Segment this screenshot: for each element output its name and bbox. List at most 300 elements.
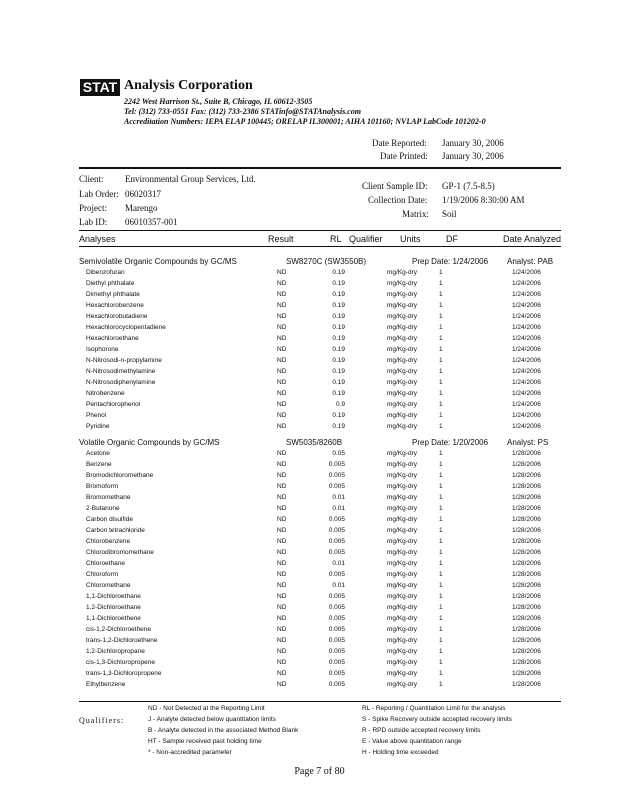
table-row xyxy=(79,460,561,471)
qualifier-definition: E - Value above quantitation range xyxy=(362,738,462,745)
table-row xyxy=(79,356,561,367)
result-value: ND xyxy=(277,450,287,457)
qualifier-definition: RL - Reporting / Quantitation Limit for the analysis xyxy=(362,705,506,712)
table-row xyxy=(79,345,561,356)
date-analyzed-value: 1/24/2006 xyxy=(512,412,541,419)
date-analyzed-value: 1/28/2006 xyxy=(512,604,541,611)
date-analyzed-value: 1/28/2006 xyxy=(512,681,541,688)
analyte-name: 1,1-Dichloroethane xyxy=(86,593,141,600)
df-value: 1 xyxy=(439,483,443,490)
df-value: 1 xyxy=(439,302,443,309)
col-result: Result xyxy=(268,234,294,244)
df-value: 1 xyxy=(439,626,443,633)
matrix-value: Soil xyxy=(442,209,457,219)
table-row xyxy=(79,625,561,636)
result-value: ND xyxy=(277,516,287,523)
result-value: ND xyxy=(277,604,287,611)
rl-value: 0.005 xyxy=(328,593,345,600)
table-row xyxy=(79,669,561,680)
result-value: ND xyxy=(277,615,287,622)
rl-value: 0.19 xyxy=(332,412,345,419)
col-date-analyzed: Date Analyzed xyxy=(503,234,562,244)
table-row xyxy=(79,581,561,592)
table-row xyxy=(79,658,561,669)
df-value: 1 xyxy=(439,472,443,479)
client-value: Environmental Group Services, Ltd. xyxy=(125,174,256,184)
table-row xyxy=(79,493,561,504)
units-value: mg/Kg-dry xyxy=(387,390,417,397)
matrix-label: Matrix: xyxy=(402,209,429,219)
df-value: 1 xyxy=(439,637,443,644)
rl-value: 0.005 xyxy=(328,648,345,655)
section-title: Volatile Organic Compounds by GC/MS xyxy=(79,438,220,447)
table-row xyxy=(79,389,561,400)
table-row xyxy=(79,422,561,433)
table-row xyxy=(79,482,561,493)
client-sample-id-label: Client Sample ID: xyxy=(362,181,428,191)
col-analyses: Analyses xyxy=(79,234,116,244)
rl-value: 0.19 xyxy=(332,269,345,276)
qualifiers-label: Qualifiers: xyxy=(79,716,125,725)
result-value: ND xyxy=(277,626,287,633)
analyte-name: Diethyl phthalate xyxy=(86,280,135,287)
analyte-name: Hexachloroethane xyxy=(86,335,139,342)
date-printed-label: Date Printed: xyxy=(380,151,428,161)
units-value: mg/Kg-dry xyxy=(387,357,417,364)
df-value: 1 xyxy=(439,269,443,276)
analyte-name: Bromomethane xyxy=(86,494,131,501)
df-value: 1 xyxy=(439,604,443,611)
rl-value: 0.005 xyxy=(328,604,345,611)
date-analyzed-value: 1/24/2006 xyxy=(512,324,541,331)
qualifier-definition: R - RPD outside accepted recovery limits xyxy=(362,727,481,734)
section-header xyxy=(79,438,561,449)
rl-value: 0.005 xyxy=(328,472,345,479)
rl-value: 0.005 xyxy=(328,483,345,490)
table-row xyxy=(79,647,561,658)
project-label: Project: xyxy=(79,203,107,213)
date-analyzed-value: 1/28/2006 xyxy=(512,593,541,600)
date-analyzed-value: 1/28/2006 xyxy=(512,472,541,479)
rl-value: 0.19 xyxy=(332,423,345,430)
lab-order-label: Lab Order: xyxy=(79,189,119,199)
df-value: 1 xyxy=(439,368,443,375)
df-value: 1 xyxy=(439,505,443,512)
units-value: mg/Kg-dry xyxy=(387,461,417,468)
df-value: 1 xyxy=(439,291,443,298)
date-analyzed-value: 1/24/2006 xyxy=(512,390,541,397)
df-value: 1 xyxy=(439,582,443,589)
analyte-name: Acetone xyxy=(86,450,110,457)
lab-order-value: 06020317 xyxy=(125,189,161,199)
rl-value: 0.005 xyxy=(328,571,345,578)
date-analyzed-value: 1/24/2006 xyxy=(512,368,541,375)
analyte-name: 2-Butanone xyxy=(86,505,120,512)
date-reported-value: January 30, 2006 xyxy=(442,138,504,148)
date-analyzed-value: 1/24/2006 xyxy=(512,423,541,430)
result-value: ND xyxy=(277,637,287,644)
table-header-bottom-rule xyxy=(79,246,561,247)
qualifier-definition: HT - Sample received past holding time xyxy=(148,738,262,745)
df-value: 1 xyxy=(439,357,443,364)
table-row xyxy=(79,526,561,537)
df-value: 1 xyxy=(439,494,443,501)
analyte-name: Pyridine xyxy=(86,423,110,430)
qualifier-definition: H - Holding time exceeded xyxy=(362,749,439,756)
rl-value: 0.005 xyxy=(328,681,345,688)
units-value: mg/Kg-dry xyxy=(387,291,417,298)
df-value: 1 xyxy=(439,648,443,655)
analyte-name: Chloromethane xyxy=(86,582,131,589)
result-value: ND xyxy=(277,335,287,342)
date-printed-value: January 30, 2006 xyxy=(442,151,504,161)
date-analyzed-value: 1/24/2006 xyxy=(512,379,541,386)
company-address: 2242 West Harrison St., Suite B, Chicago, IL 60612-3505 xyxy=(124,97,313,106)
analyte-name: Carbon tetrachloride xyxy=(86,527,145,534)
result-value: ND xyxy=(277,483,287,490)
result-value: ND xyxy=(277,302,287,309)
section-analyst: Analyst: PAB xyxy=(507,257,554,266)
accreditation-numbers: Accreditation Numbers: IEPA ELAP 100445; ORELAP IL300001; AIHA 101160; NVLAP LabCode 101202-0 xyxy=(124,117,486,126)
units-value: mg/Kg-dry xyxy=(387,494,417,501)
rl-value: 0.19 xyxy=(332,280,345,287)
analyte-name: Ethylbenzene xyxy=(86,681,126,688)
table-row xyxy=(79,570,561,581)
units-value: mg/Kg-dry xyxy=(387,472,417,479)
analyte-name: Chloroform xyxy=(86,571,119,578)
col-units: Units xyxy=(400,234,421,244)
date-analyzed-value: 1/28/2006 xyxy=(512,582,541,589)
units-value: mg/Kg-dry xyxy=(387,335,417,342)
table-row xyxy=(79,471,561,482)
result-value: ND xyxy=(277,582,287,589)
analyte-name: 1,2-Dichloropropane xyxy=(86,648,145,655)
rl-value: 0.19 xyxy=(332,368,345,375)
df-value: 1 xyxy=(439,527,443,534)
result-value: ND xyxy=(277,549,287,556)
rl-value: 0.005 xyxy=(328,516,345,523)
lab-id-label: Lab ID: xyxy=(79,217,108,227)
date-analyzed-value: 1/28/2006 xyxy=(512,615,541,622)
df-value: 1 xyxy=(439,560,443,567)
units-value: mg/Kg-dry xyxy=(387,423,417,430)
analyte-name: Dimethyl phthalate xyxy=(86,291,140,298)
units-value: mg/Kg-dry xyxy=(387,538,417,545)
result-value: ND xyxy=(277,648,287,655)
rl-value: 0.19 xyxy=(332,291,345,298)
footer-divider xyxy=(79,701,561,702)
table-row xyxy=(79,411,561,422)
table-row xyxy=(79,537,561,548)
units-value: mg/Kg-dry xyxy=(387,659,417,666)
result-value: ND xyxy=(277,681,287,688)
result-value: ND xyxy=(277,346,287,353)
df-value: 1 xyxy=(439,538,443,545)
rl-value: 0.005 xyxy=(328,615,345,622)
qualifier-definition: S - Spike Recovery outside accepted recovery limits xyxy=(362,716,512,723)
section-prep-date: Prep Date: 1/20/2006 xyxy=(412,438,489,447)
units-value: mg/Kg-dry xyxy=(387,324,417,331)
result-value: ND xyxy=(277,593,287,600)
units-value: mg/Kg-dry xyxy=(387,505,417,512)
units-value: mg/Kg-dry xyxy=(387,604,417,611)
date-analyzed-value: 1/28/2006 xyxy=(512,560,541,567)
lab-id-value: 06010357-001 xyxy=(125,217,178,227)
df-value: 1 xyxy=(439,516,443,523)
units-value: mg/Kg-dry xyxy=(387,549,417,556)
client-sample-id-value: GP-1 (7.5-8.5) xyxy=(442,181,495,191)
col-df: DF xyxy=(446,234,458,244)
df-value: 1 xyxy=(439,615,443,622)
rl-value: 0.005 xyxy=(328,461,345,468)
analyte-name: cis-1,3-Dichloropropene xyxy=(86,659,156,666)
table-row xyxy=(79,548,561,559)
date-analyzed-value: 1/28/2006 xyxy=(512,659,541,666)
table-row xyxy=(79,614,561,625)
date-reported-label: Date Reported: xyxy=(372,138,427,148)
df-value: 1 xyxy=(439,593,443,600)
section-method: SW5035/8260B xyxy=(286,438,343,447)
col-rl: RL xyxy=(330,234,342,244)
result-value: ND xyxy=(277,357,287,364)
analyte-name: Pentachlorophenol xyxy=(86,401,141,408)
result-value: ND xyxy=(277,324,287,331)
df-value: 1 xyxy=(439,280,443,287)
rl-value: 0.005 xyxy=(328,626,345,633)
company-contact: Tel: (312) 733-0551 Fax: (312) 733-2386 STATinfo@STATAnalysis.com xyxy=(124,107,361,116)
df-value: 1 xyxy=(439,659,443,666)
result-value: ND xyxy=(277,368,287,375)
collection-date-label: Collection Date: xyxy=(368,195,428,205)
result-value: ND xyxy=(277,560,287,567)
table-row xyxy=(79,334,561,345)
rl-value: 0.19 xyxy=(332,313,345,320)
table-row xyxy=(79,504,561,515)
result-value: ND xyxy=(277,280,287,287)
result-value: ND xyxy=(277,423,287,430)
rl-value: 0.01 xyxy=(332,582,345,589)
result-value: ND xyxy=(277,379,287,386)
date-analyzed-value: 1/28/2006 xyxy=(512,516,541,523)
table-row xyxy=(79,323,561,334)
date-analyzed-value: 1/28/2006 xyxy=(512,450,541,457)
units-value: mg/Kg-dry xyxy=(387,368,417,375)
qualifier-definition: * - Non-accredited parameter xyxy=(148,749,232,756)
units-value: mg/Kg-dry xyxy=(387,450,417,457)
result-value: ND xyxy=(277,269,287,276)
analyte-name: trans-1,3-Dichloropropene xyxy=(86,670,162,677)
df-value: 1 xyxy=(439,461,443,468)
df-value: 1 xyxy=(439,670,443,677)
qualifier-definition: B - Analyte detected in the associated Method Blank xyxy=(148,727,299,734)
table-header-top-rule xyxy=(79,230,561,231)
analyte-name: Hexachlorobenzene xyxy=(86,302,144,309)
result-value: ND xyxy=(277,390,287,397)
table-row xyxy=(79,515,561,526)
date-analyzed-value: 1/24/2006 xyxy=(512,357,541,364)
rl-value: 0.01 xyxy=(332,494,345,501)
table-row xyxy=(79,400,561,411)
rl-value: 0.19 xyxy=(332,357,345,364)
company-name: Analysis Corporation xyxy=(124,78,253,93)
section-title: Semivolatile Organic Compounds by GC/MS xyxy=(79,257,237,266)
table-row xyxy=(79,290,561,301)
table-row xyxy=(79,279,561,290)
rl-value: 0.005 xyxy=(328,549,345,556)
df-value: 1 xyxy=(439,390,443,397)
section-prep-date: Prep Date: 1/24/2006 xyxy=(412,257,489,266)
rl-value: 0.01 xyxy=(332,505,345,512)
date-analyzed-value: 1/28/2006 xyxy=(512,549,541,556)
df-value: 1 xyxy=(439,412,443,419)
result-value: ND xyxy=(277,461,287,468)
result-value: ND xyxy=(277,527,287,534)
rl-value: 0.19 xyxy=(332,324,345,331)
date-analyzed-value: 1/28/2006 xyxy=(512,505,541,512)
df-value: 1 xyxy=(439,346,443,353)
units-value: mg/Kg-dry xyxy=(387,582,417,589)
col-qualifier: Qualifier xyxy=(349,234,383,244)
df-value: 1 xyxy=(439,549,443,556)
table-row xyxy=(79,559,561,570)
result-value: ND xyxy=(277,670,287,677)
analyte-name: cis-1,2-Dichloroethene xyxy=(86,626,152,633)
analyte-name: Bromodichloromethane xyxy=(86,472,154,479)
units-value: mg/Kg-dry xyxy=(387,401,417,408)
date-analyzed-value: 1/24/2006 xyxy=(512,401,541,408)
units-value: mg/Kg-dry xyxy=(387,346,417,353)
qualifier-definition: J - Analyte detected below quantitation limits xyxy=(148,716,276,723)
rl-value: 0.005 xyxy=(328,538,345,545)
df-value: 1 xyxy=(439,571,443,578)
units-value: mg/Kg-dry xyxy=(387,412,417,419)
units-value: mg/Kg-dry xyxy=(387,527,417,534)
date-analyzed-value: 1/24/2006 xyxy=(512,291,541,298)
rl-value: 0.19 xyxy=(332,302,345,309)
df-value: 1 xyxy=(439,450,443,457)
analyte-name: Nitrobenzene xyxy=(86,390,125,397)
table-row xyxy=(79,301,561,312)
page-number: Page 7 of 80 xyxy=(294,766,345,777)
units-value: mg/Kg-dry xyxy=(387,560,417,567)
units-value: mg/Kg-dry xyxy=(387,615,417,622)
units-value: mg/Kg-dry xyxy=(387,280,417,287)
analyte-name: trans-1,2-Dichloroethene xyxy=(86,637,158,644)
result-value: ND xyxy=(277,412,287,419)
date-analyzed-value: 1/24/2006 xyxy=(512,280,541,287)
rl-value: 0.9 xyxy=(335,401,345,408)
date-analyzed-value: 1/28/2006 xyxy=(512,571,541,578)
rl-value: 0.05 xyxy=(332,450,345,457)
table-row xyxy=(79,312,561,323)
table-row xyxy=(79,367,561,378)
section-method: SW8270C (SW3550B) xyxy=(286,257,367,266)
analyte-name: Benzene xyxy=(86,461,112,468)
date-analyzed-value: 1/24/2006 xyxy=(512,313,541,320)
units-value: mg/Kg-dry xyxy=(387,670,417,677)
units-value: mg/Kg-dry xyxy=(387,302,417,309)
units-value: mg/Kg-dry xyxy=(387,593,417,600)
rl-value: 0.01 xyxy=(332,560,345,567)
date-analyzed-value: 1/24/2006 xyxy=(512,335,541,342)
analyte-name: 1,1-Dichloroethene xyxy=(86,615,141,622)
table-row xyxy=(79,603,561,614)
analyte-name: N-Nitrosodiphenylamine xyxy=(86,379,156,386)
qualifier-definition: ND - Not Detected at the Reporting Limit xyxy=(148,705,265,712)
analyte-name: Chlorobenzene xyxy=(86,538,131,545)
units-value: mg/Kg-dry xyxy=(387,379,417,386)
units-value: mg/Kg-dry xyxy=(387,637,417,644)
table-row xyxy=(79,449,561,460)
result-value: ND xyxy=(277,571,287,578)
date-analyzed-value: 1/28/2006 xyxy=(512,461,541,468)
rl-value: 0.19 xyxy=(332,379,345,386)
date-analyzed-value: 1/28/2006 xyxy=(512,483,541,490)
analyte-name: 1,2-Dichloroethane xyxy=(86,604,141,611)
section-header xyxy=(79,257,561,268)
stat-logo: STAT xyxy=(80,79,120,96)
result-value: ND xyxy=(277,401,287,408)
table-row xyxy=(79,378,561,389)
df-value: 1 xyxy=(439,313,443,320)
analyte-name: Carbon disulfide xyxy=(86,516,133,523)
result-value: ND xyxy=(277,313,287,320)
rl-value: 0.005 xyxy=(328,527,345,534)
date-analyzed-value: 1/24/2006 xyxy=(512,269,541,276)
units-value: mg/Kg-dry xyxy=(387,626,417,633)
table-row xyxy=(79,268,561,279)
units-value: mg/Kg-dry xyxy=(387,648,417,655)
df-value: 1 xyxy=(439,379,443,386)
df-value: 1 xyxy=(439,335,443,342)
analyte-name: Chlorodibromomethane xyxy=(86,549,154,556)
analyte-name: Dibenzofuran xyxy=(86,269,125,276)
result-value: ND xyxy=(277,291,287,298)
units-value: mg/Kg-dry xyxy=(387,313,417,320)
analyte-name: Isophorone xyxy=(86,346,119,353)
table-row xyxy=(79,680,561,691)
units-value: mg/Kg-dry xyxy=(387,681,417,688)
units-value: mg/Kg-dry xyxy=(387,483,417,490)
rl-value: 0.19 xyxy=(332,346,345,353)
analyte-name: Phenol xyxy=(86,412,107,419)
rl-value: 0.005 xyxy=(328,637,345,644)
units-value: mg/Kg-dry xyxy=(387,516,417,523)
date-analyzed-value: 1/28/2006 xyxy=(512,670,541,677)
analyte-name: Hexachlorocyclopentadiene xyxy=(86,324,166,331)
analyte-name: Chloroethane xyxy=(86,560,126,567)
rl-value: 0.19 xyxy=(332,390,345,397)
result-value: ND xyxy=(277,494,287,501)
table-row xyxy=(79,592,561,603)
table-row xyxy=(79,636,561,647)
section-analyst: Analyst: PS xyxy=(507,438,549,447)
rl-value: 0.005 xyxy=(328,670,345,677)
analyte-name: N-Nitrosodi-n-propylamine xyxy=(86,357,162,364)
result-value: ND xyxy=(277,538,287,545)
df-value: 1 xyxy=(439,401,443,408)
rl-value: 0.005 xyxy=(328,659,345,666)
header-divider xyxy=(79,167,561,169)
date-analyzed-value: 1/28/2006 xyxy=(512,637,541,644)
result-value: ND xyxy=(277,472,287,479)
analyte-name: Bromoform xyxy=(86,483,119,490)
units-value: mg/Kg-dry xyxy=(387,269,417,276)
project-value: Marengo xyxy=(125,203,158,213)
date-analyzed-value: 1/28/2006 xyxy=(512,527,541,534)
client-label: Client: xyxy=(79,174,104,184)
rl-value: 0.19 xyxy=(332,335,345,342)
